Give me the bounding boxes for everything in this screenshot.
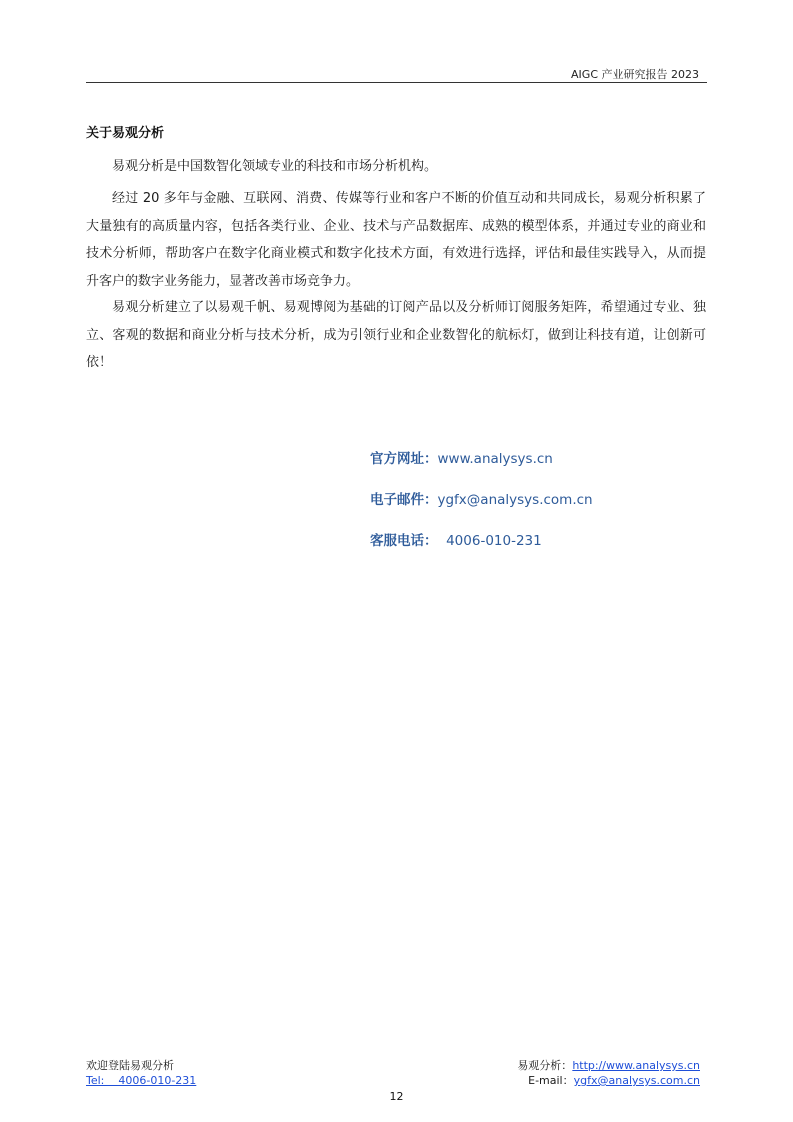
phone-value: 4006-010-231 [446, 533, 542, 549]
footer-website-label: 易观分析： [517, 1059, 573, 1072]
footer-right [517, 1058, 700, 1088]
email-value[interactable]: ygfx@analysys.com.cn [437, 492, 593, 508]
footer-email-line [517, 1073, 700, 1088]
section-title: 关于易观分析 [86, 126, 165, 141]
contact-phone [370, 529, 542, 549]
footer-website-link[interactable]: http://www.analysys.cn [572, 1059, 700, 1072]
contact-website [370, 447, 553, 467]
contact-email [370, 488, 593, 508]
phone-label: 客服电话： [370, 533, 438, 549]
footer-welcome: 欢迎登陆易观分析 [86, 1059, 174, 1072]
page-number: 12 [389, 1090, 404, 1103]
header-divider [86, 82, 707, 83]
website-label: 官方网址： [370, 451, 438, 467]
paragraph-products: 易观分析建立了以易观千帆、易观博阅为基础的订阅产品以及分析师订阅服务矩阵，希望通过专业、独立、客观的数据和商业分析与技术分析，成为引领行业和企业数智化的航标灯，做到让科技有道，让创新可依！ [86, 300, 706, 370]
footer-tel-link[interactable]: Tel: 4006-010-231 [86, 1074, 197, 1087]
footer-left [86, 1058, 196, 1088]
footer-email-label: E-mail： [528, 1074, 574, 1087]
paragraph-history: 经过 20 多年与金融、互联网、消费、传媒等行业和客户不断的价值互动和共同成长，易观分析积累了大量独有的高质量内容，包括各类行业、企业、技术与产品数据库、成熟的模型体系，并通过专业的商业和技术分析师，帮助客户在数字化商业模式和数字化技术方面，有效进行选择，评估和最佳实践导入，从而提升客户的数字业务能力，显著改善市场竞争力。 [86, 191, 706, 289]
footer-website-line [517, 1058, 700, 1073]
paragraph-intro: 易观分析是中国数智化领域专业的科技和市场分析机构。 [112, 159, 438, 174]
footer-email-link[interactable]: ygfx@analysys.com.cn [573, 1074, 700, 1087]
email-label: 电子邮件： [370, 492, 438, 508]
report-header-title: AIGC 产业研究报告 2023 [571, 68, 699, 81]
website-value[interactable]: www.analysys.cn [437, 451, 553, 467]
